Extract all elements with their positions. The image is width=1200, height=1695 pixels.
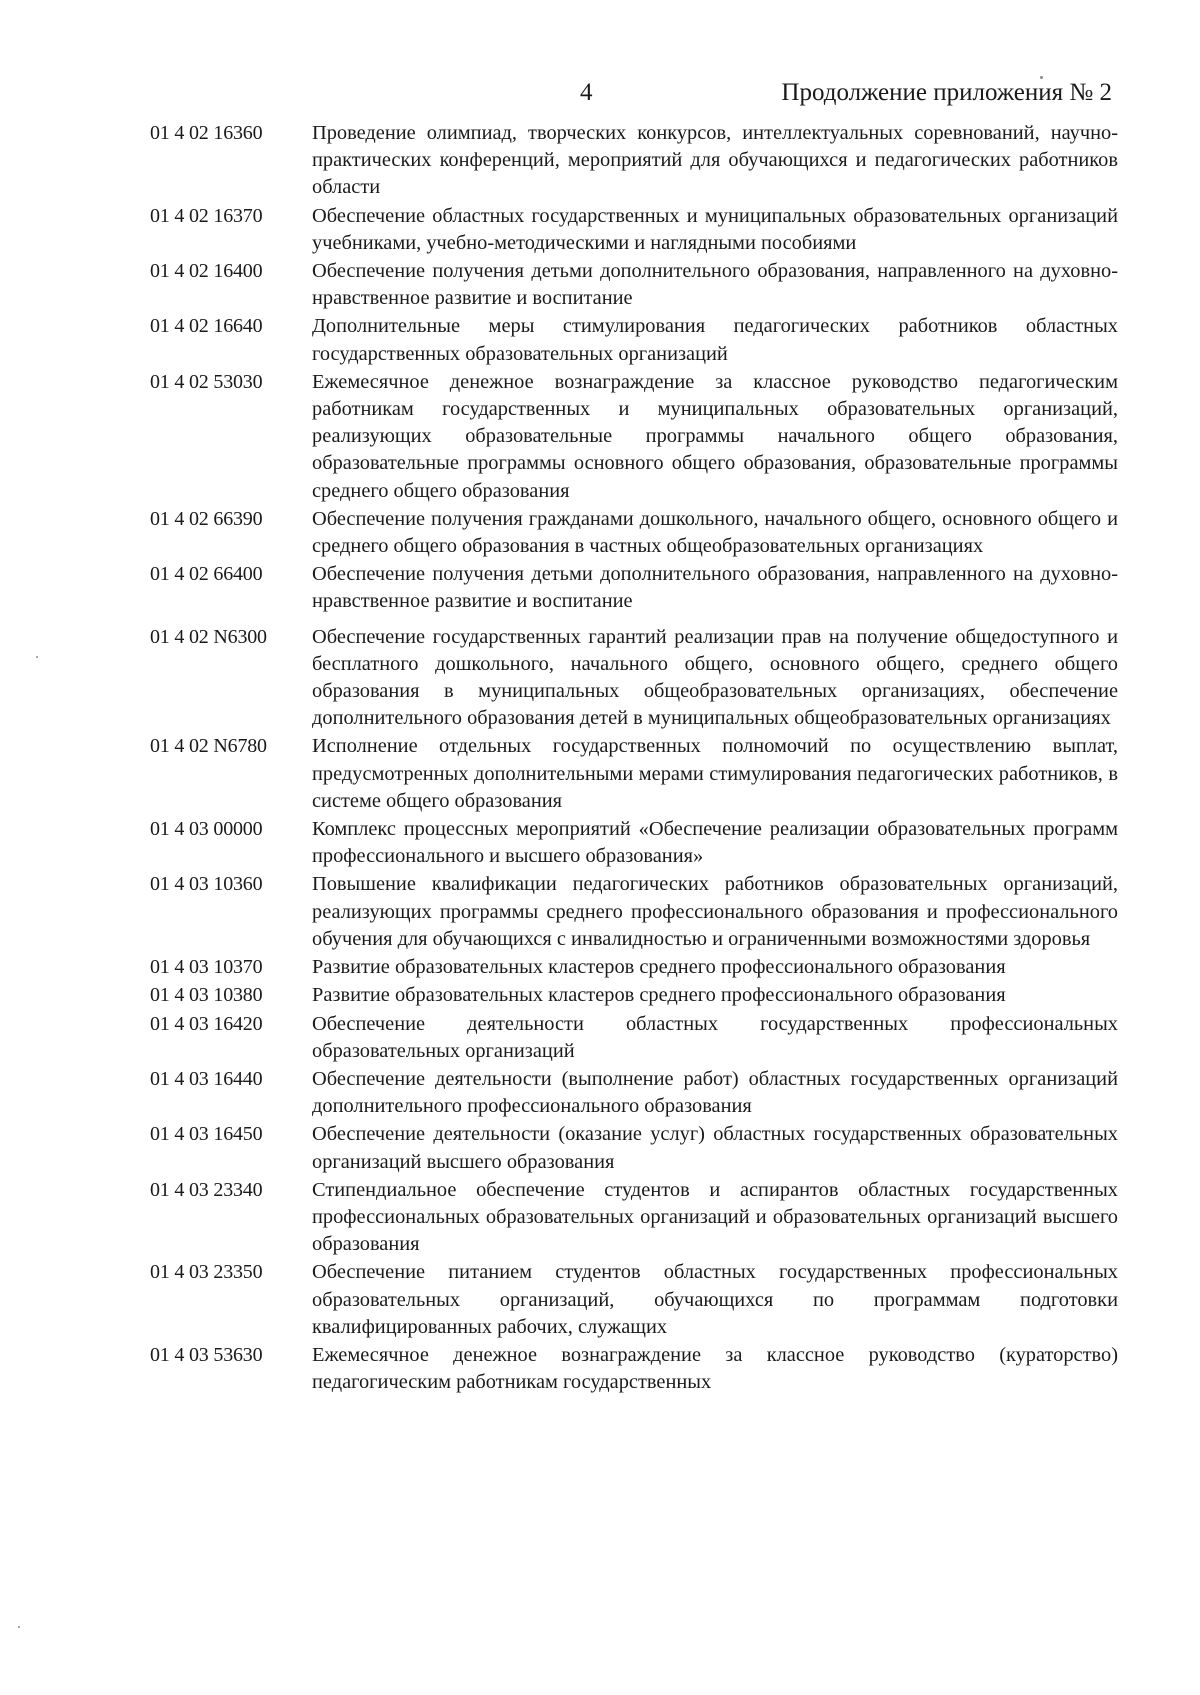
classification-code: 01 4 03 10380 xyxy=(150,984,263,1007)
classification-code: 01 4 03 53630 xyxy=(150,1343,263,1366)
scan-speck xyxy=(1040,76,1043,79)
entry-description: Обеспечение деятельности (оказание услуг) областных государственных образовательных организаций высшего образования xyxy=(312,1123,1118,1173)
entry-description: Обеспечение государственных гарантий реализации прав на получение общедоступного и бесплатного дошкольного, начального общего, основного общего, среднего общего образования в муниципальных общеобразовательных организациях, обеспечение дополнительного образования детей в муниципальных общеобразовательных организациях xyxy=(312,625,1118,730)
classification-code: 01 4 02 66400 xyxy=(150,563,263,586)
entry-description: Обеспечение деятельности (выполнение работ) областных государственных организаций дополнительного профессионального образования xyxy=(312,1067,1118,1118)
list-item xyxy=(150,203,1118,257)
classification-code: 01 4 02 16640 xyxy=(150,315,263,338)
list-item xyxy=(150,313,1118,367)
scan-speck xyxy=(18,1626,20,1628)
list-item xyxy=(150,506,1118,560)
entry-description: Стипендиальное обеспечение студентов и аспирантов областных государственных профессиональных образовательных организаций и образовательных организаций высшего образования xyxy=(312,1178,1118,1256)
list-item xyxy=(150,1342,1118,1396)
entry-description: Исполнение отдельных государственных полномочий по осуществлению выплат, предусмотренных дополнительными мерами стимулирования педагогических работников, в системе общего образования xyxy=(312,735,1118,812)
list-item xyxy=(150,120,1118,202)
entry-description: Обеспечение питанием студентов областных государственных профессиональных образовательных организаций, обучающихся по программам подготовки квалифицированных рабочих, служащих xyxy=(312,1261,1118,1338)
classification-code: 01 4 02 16370 xyxy=(150,204,263,227)
classification-code: 01 4 03 00000 xyxy=(150,818,263,841)
entry-description: Обеспечение деятельности областных государственных профессиональных образовательных организаций xyxy=(312,1012,1118,1062)
entry-description: Обеспечение получения гражданами дошкольного, начального общего, основного общего и среднего общего образования в частных общеобразовательных организациях xyxy=(312,507,1118,558)
list-item xyxy=(150,954,1118,981)
classification-code: 01 4 02 53030 xyxy=(150,370,263,393)
entry-description: Обеспечение получения детьми дополнительного образования, направленного на духовно-нравственное развитие и воспитание xyxy=(312,260,1118,310)
list-item xyxy=(150,1011,1118,1065)
list-item xyxy=(150,1121,1118,1175)
classification-code: 01 4 02 N6780 xyxy=(150,735,267,758)
classification-code: 01 4 03 16440 xyxy=(150,1067,263,1090)
list-item xyxy=(150,561,1118,615)
entry-description: Ежемесячное денежное вознаграждение за классное руководство (кураторство) педагогическим работникам государственных xyxy=(312,1343,1118,1394)
list-item xyxy=(150,816,1118,870)
entry-description: Повышение квалификации педагогических работников образовательных организаций, реализующих программы среднего профессионального образования и профессионального обучения для обучающихся с инвалидностью и ограниченными возможностями здоровья xyxy=(312,873,1118,950)
entry-description: Развитие образовательных кластеров среднего профессионального образования xyxy=(312,956,1006,979)
code-list xyxy=(150,120,1118,1397)
list-item xyxy=(150,624,1118,733)
page-number: 4 xyxy=(580,79,593,106)
continuation-heading: Продолжение приложения № 2 xyxy=(781,79,1112,106)
classification-code: 01 4 02 66390 xyxy=(150,507,263,530)
list-item xyxy=(150,258,1118,312)
classification-code: 01 4 03 16450 xyxy=(150,1123,263,1146)
entry-description: Обеспечение областных государственных и муниципальных образовательных организаций учебниками, учебно-методическими и наглядными пособиями xyxy=(312,204,1118,254)
list-item xyxy=(150,733,1118,815)
list-item xyxy=(150,982,1118,1009)
entry-description: Обеспечение получения детьми дополнительного образования, направленного на духовно-нравственное развитие и воспитание xyxy=(312,563,1118,613)
classification-code: 01 4 03 10370 xyxy=(150,956,263,979)
list-item xyxy=(150,1066,1118,1120)
list-item xyxy=(150,1259,1118,1341)
classification-code: 01 4 03 23340 xyxy=(150,1178,263,1201)
list-item xyxy=(150,871,1118,953)
list-item xyxy=(150,1177,1118,1259)
classification-code: 01 4 03 16420 xyxy=(150,1012,263,1035)
classification-code: 01 4 03 10360 xyxy=(150,873,263,896)
classification-code: 01 4 03 23350 xyxy=(150,1261,263,1284)
classification-code: 01 4 02 16400 xyxy=(150,260,263,283)
entry-description: Комплекс процессных мероприятий «Обеспечение реализации образовательных программ профессионального и высшего образования» xyxy=(312,818,1118,868)
classification-code: 01 4 02 N6300 xyxy=(150,625,267,648)
entry-description: Проведение олимпиад, творческих конкурсов, интеллектуальных соревнований, научно-практических конференций, мероприятий для обучающихся и педагогических работников области xyxy=(312,122,1118,199)
entry-description: Ежемесячное денежное вознаграждение за классное руководство педагогическим работникам государственных и муниципальных образовательных организаций, реализующих образовательные программы начального общего образования, образовательные программы основного общего образования, образовательные программы среднего общего образования xyxy=(312,370,1118,502)
classification-code: 01 4 02 16360 xyxy=(150,122,263,144)
entry-description: Развитие образовательных кластеров среднего профессионального образования xyxy=(312,984,1006,1007)
entry-description: Дополнительные меры стимулирования педагогических работников областных государственных образовательных организаций xyxy=(312,315,1118,365)
list-item xyxy=(150,369,1118,505)
scan-speck xyxy=(36,656,38,658)
